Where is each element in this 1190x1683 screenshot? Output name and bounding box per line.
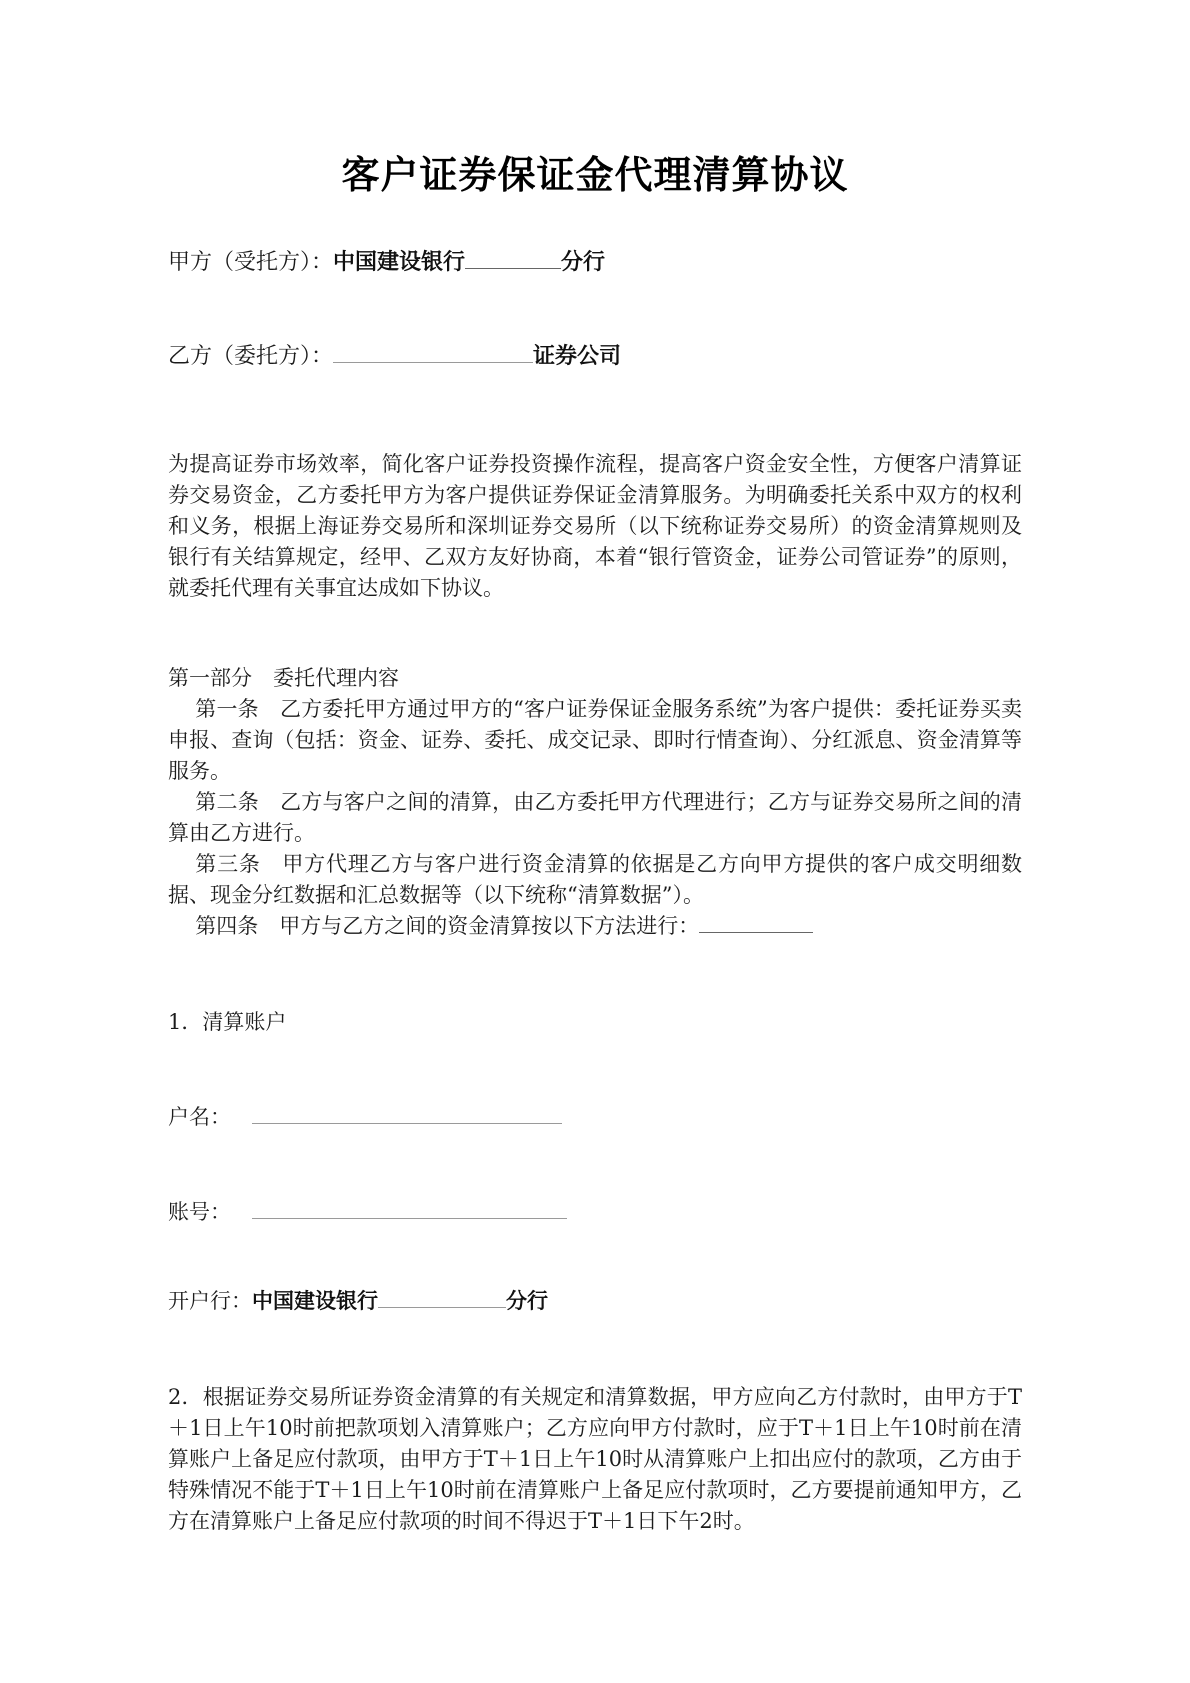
account-name-line [168, 1102, 1022, 1133]
party-b-line [168, 340, 1022, 373]
party-a-line [168, 246, 1022, 279]
bank-branch-bank: 中国建设银行 [252, 1288, 378, 1314]
bank-branch-label: 开户行： [168, 1289, 252, 1314]
party-b-label: 乙方（委托方）： [168, 344, 334, 370]
article-4 [168, 911, 1022, 942]
party-a-suffix: 分行 [561, 249, 606, 276]
article-2: 第二条 乙方与客户之间的清算，由乙方委托甲方代理进行；乙方与证券交易所之间的清算由乙方进行。 [168, 790, 1022, 846]
account-number-blank [252, 1197, 567, 1219]
article-1: 第一条 乙方委托甲方通过甲方的“客户证券保证金服务系统”为客户提供：委托证券买卖申报、查询（包括：资金、证券、委托、成交记录、即时行情查询）、分红派息、资金清算等服务。 [168, 697, 1022, 784]
account-number-label: 账号： [168, 1200, 231, 1225]
account-number-line [168, 1197, 1022, 1228]
document-title: 客户证券保证金代理清算协议 [341, 153, 849, 197]
article-4-method-blank [699, 911, 813, 933]
bank-branch-blank [378, 1286, 506, 1308]
item-1-heading: 1．清算账户 [168, 1010, 287, 1035]
party-a-branch-blank [465, 246, 561, 269]
party-a-bank: 中国建设银行 [333, 249, 466, 276]
bank-branch-line [168, 1285, 1022, 1317]
bank-branch-suffix: 分行 [506, 1288, 548, 1314]
article-3: 第三条 甲方代理乙方与客户进行资金清算的依据是乙方向甲方提供的客户成交明细数据、现金分红数据和汇总数据等（以下统称“清算数据”）。 [168, 852, 1022, 908]
account-name-label: 户名： [168, 1105, 231, 1130]
account-name-blank [252, 1102, 562, 1124]
intro-paragraph: 为提高证券市场效率，简化客户证券投资操作流程，提高客户资金安全性，方便客户清算证券交易资金，乙方委托甲方为客户提供证券保证金清算服务。为明确委托关系中双方的权利和义务，根据上海证券交易所和深圳证券交易所（以下统称证券交易所）的资金清算规则及银行有关结算规定，经甲、乙双方友好协商，本着“银行管资金，证券公司管证券”的原则，就委托代理有关事宜达成如下协议。 [168, 452, 1022, 601]
party-b-suffix: 证券公司 [533, 343, 622, 370]
article-4-text: 第四条 甲方与乙方之间的资金清算按以下方法进行： [195, 914, 700, 939]
part1-heading: 第一部分 委托代理内容 [168, 666, 399, 691]
party-a-label: 甲方（受托方）： [168, 250, 334, 276]
party-b-name-blank [333, 340, 533, 363]
item-2-paragraph: 2．根据证券交易所证券资金清算的有关规定和清算数据，甲方应向乙方付款时，由甲方于T＋1日上午10时前把款项划入清算账户；乙方应向甲方付款时，应于T＋1日上午10时前在清算账户上备足应付款项，由甲方于T＋1日上午10时从清算账户上扣出应付的款项，乙方由于特殊情况不能于T＋1日上午10时前在清算账户上备足应付款项时，乙方要提前通知甲方，乙方在清算账户上备足应付款项的时间不得迟于T＋1日下午2时。 [168, 1385, 1022, 1534]
document-content [0, 150, 1190, 1537]
